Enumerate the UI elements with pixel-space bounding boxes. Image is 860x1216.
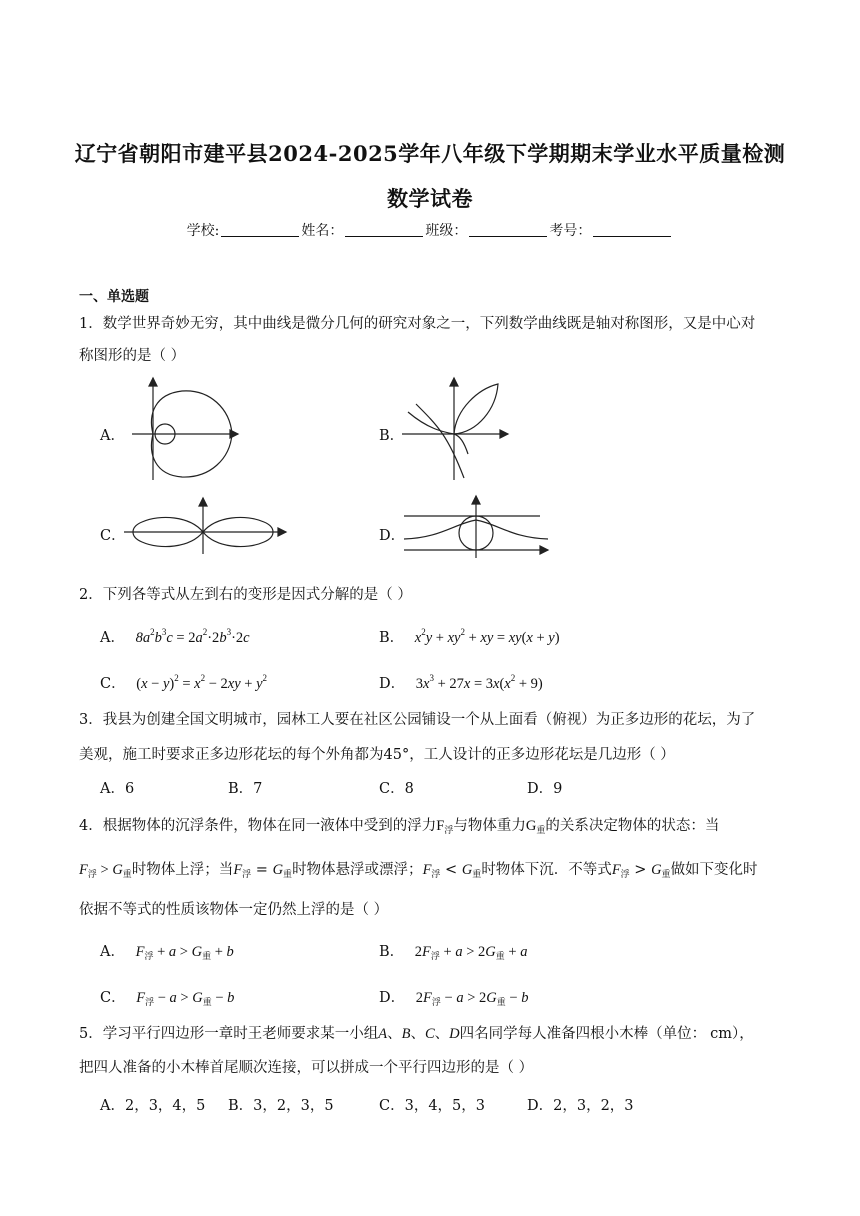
exam-title: 辽宁省朝阳市建平县2024-2025学年八年级下学期期末学业水平质量检测: [74, 141, 786, 166]
q3-option-b: B．7: [228, 781, 263, 797]
q3-stem-line1: 3．我县为创建全国文明城市，园林工人要在社区公园铺设一个从上面看（俯视）为正多边形的花坛，为了: [79, 712, 756, 728]
exam-subtitle: 数学试卷: [387, 186, 473, 211]
q4-option-c: [100, 986, 234, 1008]
q4-option-a: [100, 940, 234, 962]
q4-text-1b: 与物体重力: [453, 818, 526, 834]
q2-option-d-label: D．: [379, 676, 406, 692]
q5-student-c: C: [424, 1026, 435, 1042]
q5-text-1d: ），: [731, 1026, 754, 1042]
q4-option-a-label: A．: [100, 944, 125, 960]
q5-student-a: A: [378, 1026, 388, 1042]
q5-option-c: C．3，4，5，3: [379, 1098, 485, 1114]
q4-text-2c: 时物体下沉．不等式: [481, 862, 612, 878]
q4-option-b: [379, 940, 527, 962]
q4-stem-line1: [79, 811, 719, 846]
q5-student-d: D: [449, 1026, 460, 1042]
q5-option-d: D．2，3，2，3: [527, 1098, 634, 1114]
q4-option-b-label: B．: [379, 944, 405, 960]
student-info-line: [0, 220, 860, 240]
q5-sep-3: 、: [434, 1026, 450, 1042]
q4-text-2a: 时物体上浮；当: [131, 862, 234, 878]
q1-stem-line1: 1．数学世界奇妙无穷，其中曲线是微分几何的研究对象之一，下列数学曲线既是轴对称图形，又是中心对: [79, 316, 756, 332]
q5-student-b: B: [401, 1026, 411, 1042]
q2-option-c-expr: $(x - y)^2 = x^2 - 2xy + y^2$: [136, 673, 268, 692]
q1-figure-b-folium: [398, 374, 518, 484]
q2-option-d-expr: $3x^3 + 27x = 3x(x^2 + 9)$: [415, 673, 543, 692]
q1-figure-a-cardioid: [120, 374, 250, 484]
q2-option-a-expr: $8a^2b^3c = 2a^2\cdot 2b^3\cdot 2c$: [135, 627, 250, 646]
q4-G-symbol: G: [525, 818, 537, 834]
q2-option-a: [100, 626, 250, 647]
q1-figure-c-lemniscate: [120, 496, 290, 556]
q3-stem-line2: 美观，施工时要求正多边形花坛的每个外角都为45°，工人设计的正多边形花坛是几边形（ ）: [79, 747, 675, 763]
q4-text-1c: 的关系决定物体的状态：当: [545, 818, 720, 834]
q4-option-b-expr: $2F_浮 + a > 2G_重 + a$: [414, 944, 528, 961]
q5-stem-line2: 把四人准备的小木棒首尾顺次连接，可以拼成一个平行四边形的是（ ）: [79, 1060, 534, 1076]
q4-F-symbol: F: [436, 818, 445, 834]
q2-option-c-label: C．: [100, 676, 126, 692]
section-heading: 一、单选题: [79, 289, 149, 305]
q2-option-b-expr: $x^2y + xy^2$ + xy = xy(x + y): [414, 627, 560, 646]
q4-stem-line3: 依据不等式的性质该物体一定仍然上浮的是（ ）: [79, 902, 389, 918]
q4-option-d-label: D．: [379, 990, 406, 1006]
q4-option-c-expr: $F_浮 - a > G_重 - b$: [136, 990, 235, 1007]
q4-text-1a: 4．根据物体的沉浮条件，物体在同一液体中受到的浮力: [79, 818, 437, 834]
q2-option-d: [379, 672, 543, 693]
q1-stem-line2: 称图形的是（ ）: [79, 348, 186, 364]
q5-unit: cm: [710, 1026, 732, 1042]
q4-option-d-expr: $2F_浮 - a > 2G_重 - b$: [415, 990, 529, 1007]
q3-option-a: A．6: [100, 781, 135, 797]
q2-option-a-label: A．: [100, 630, 125, 646]
q1-figure-d-curve: [400, 494, 555, 560]
q3-option-c: C．8: [379, 781, 414, 797]
q1-option-c-label: C．: [100, 528, 126, 544]
school-blank: [221, 222, 299, 237]
number-blank: [593, 222, 671, 237]
school-label: 学校:: [186, 223, 220, 239]
q4-option-c-label: C．: [100, 990, 126, 1006]
q2-option-b: [379, 626, 560, 647]
q2-stem: 2．下列各等式从左到右的变形是因式分解的是（ ）: [79, 587, 412, 603]
name-blank: [345, 222, 423, 237]
name-label: 姓名：: [301, 223, 344, 239]
q5-sep-2: 、: [410, 1026, 425, 1042]
q5-option-a: A．2，3，4，5: [100, 1098, 206, 1114]
q4-stem-line2: $F_浮 > G_重$时物体上浮；当$F_浮 = G_重$时物体悬浮或漂浮；$F_浮 < G_重$时物体下沉．不等式$F_浮 > G_重$做如下变化时: [79, 862, 758, 880]
class-label: 班级：: [425, 223, 468, 239]
q2-option-c: [100, 672, 267, 693]
q5-sep-1: 、: [387, 1026, 402, 1042]
q1-option-d-label: D．: [379, 528, 406, 544]
q5-option-b: B．3，2，3，5: [228, 1098, 334, 1114]
q1-option-a-label: A．: [100, 428, 125, 444]
q2-option-b-label: B．: [379, 630, 405, 646]
q4-text-2b: 时物体悬浮或漂浮；: [292, 862, 423, 878]
q4-option-d: [379, 986, 528, 1008]
q3-option-d: D．9: [527, 781, 563, 797]
q5-text-1c: 四名同学每人准备四根小木棒（单位：: [459, 1026, 707, 1042]
q4-option-a-expr: $F_浮 + a > G_重 + b$: [135, 944, 234, 961]
q4-text-2d: 做如下变化时: [670, 862, 758, 878]
q5-text-1a: 5．学习平行四边形一章时王老师要求某一小组: [79, 1026, 379, 1042]
q4-zhong-subscript: 重: [536, 826, 546, 836]
q1-option-b-label: B．: [379, 428, 405, 444]
number-label: 考号：: [549, 223, 592, 239]
q4-fu-subscript: 浮: [444, 826, 454, 836]
class-blank: [469, 222, 547, 237]
q5-stem-line1: [79, 1019, 754, 1049]
